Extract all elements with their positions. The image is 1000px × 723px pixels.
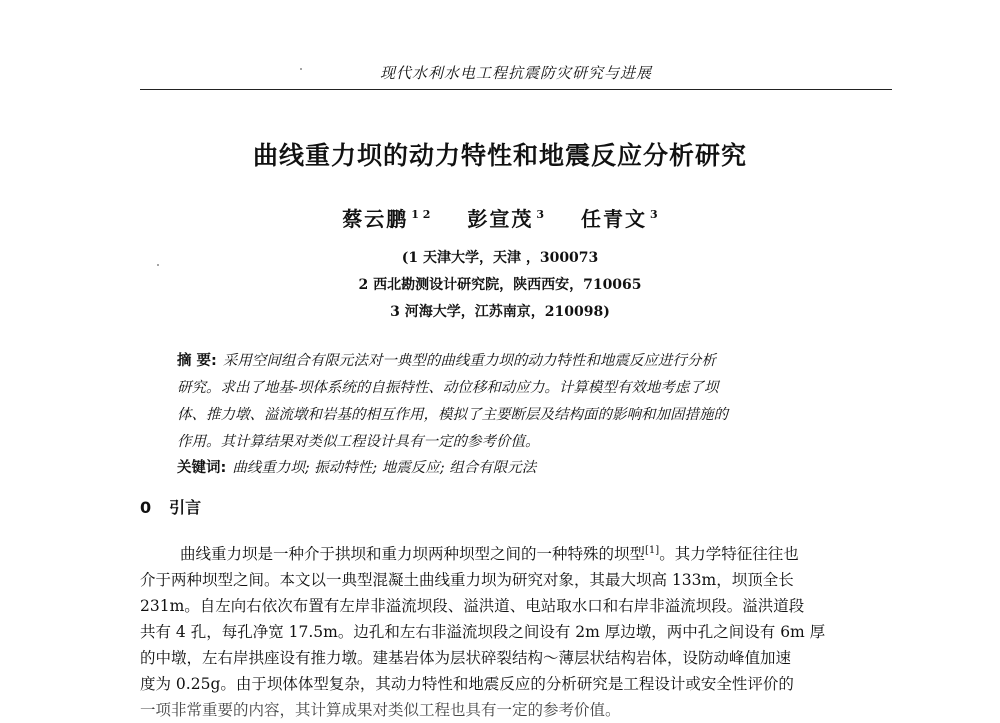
keywords-label: 关键词:: [177, 460, 227, 476]
author-affiliation-mark: 3: [650, 208, 658, 222]
body-line: 231m。自左向右依次布置有左岸非溢流坝段、溢洪道、电站取水口和右岸非溢流坝段。溢洪道段: [140, 597, 805, 616]
author-affiliation-mark: 3: [536, 208, 545, 222]
scan-speck: [300, 68, 302, 70]
affiliation-3: 3 河海大学，江苏南京，210098): [390, 304, 610, 320]
header-rule: [140, 89, 892, 90]
abstract-line: 研究。求出了地基-坝体系统的自振特性、动位移和动应力。计算模型有效地考虑了坝: [177, 380, 719, 396]
body-line: 度为 0.25g。由于坝体体型复杂，其动力特性和地震反应的分析研究是工程设计或安全性评价的: [140, 675, 794, 694]
section-heading: [140, 495, 201, 518]
keywords-text: 曲线重力坝; 振动特性; 地震反应; 组合有限元法: [232, 460, 537, 476]
author-1: [342, 207, 430, 231]
affiliation-1: (1 天津大学，天津 ，300073: [401, 250, 599, 266]
author-list: [0, 203, 1000, 232]
scan-speck: [157, 264, 159, 266]
body-text-segment: 曲线重力坝是一种介于拱坝和重力坝两种坝型之间的一种特殊的坝型: [180, 545, 646, 564]
running-head: 现代水利水电工程抗震防灾研究与进展: [379, 64, 652, 82]
author-name: 蔡云鹏: [342, 207, 409, 231]
abstract-text: 采用空间组合有限元法对一典型的曲线重力坝的动力特性和地震反应进行分析: [222, 353, 716, 369]
keywords: [177, 456, 536, 477]
author-affiliation-mark: 1 2: [411, 208, 431, 222]
author-name: 任青文: [581, 207, 648, 231]
abstract-line: [177, 348, 867, 375]
body-text: [140, 538, 892, 723]
affiliation-2: 2 西北勘测设计研究院，陕西西安，710065: [358, 277, 642, 293]
body-text-segment: 。其力学特征往往也: [659, 545, 799, 564]
body-line: 介于两种坝型之间。本文以一典型混凝土曲线重力坝为研究对象，其最大坝高 133m，坝顶全长: [140, 571, 794, 590]
body-line: 共有 4 孔，每孔净宽 17.5m。边孔和左右非溢流坝段之间设有 2m 厚边墩，两中孔之间设有 6m 厚: [140, 623, 826, 642]
abstract-label: 摘 要:: [177, 353, 217, 369]
abstract: [177, 348, 867, 456]
body-line: [140, 538, 892, 567]
body-line: 一项非常重要的内容，其计算成果对类似工程也具有一定的参考价值。: [140, 701, 621, 720]
section-number: 0: [140, 498, 152, 517]
body-line: 的中墩，左右岸拱座设有推力墩。建基岩体为层状碎裂结构～薄层状结构岩体，设防动峰值加速: [140, 649, 792, 668]
author-3: [581, 207, 658, 231]
author-name: 彭宣茂: [467, 207, 534, 231]
citation-ref: [1]: [645, 545, 660, 556]
abstract-line: 体、推力墩、溢流墩和岩基的相互作用，模拟了主要断层及结构面的影响和加固措施的: [177, 407, 728, 423]
author-2: [467, 207, 544, 231]
abstract-line: 作用。其计算结果对类似工程设计具有一定的参考价值。: [177, 434, 540, 450]
paper-title: 曲线重力坝的动力特性和地震反应分析研究: [252, 141, 747, 170]
section-title: 引言: [169, 498, 202, 517]
